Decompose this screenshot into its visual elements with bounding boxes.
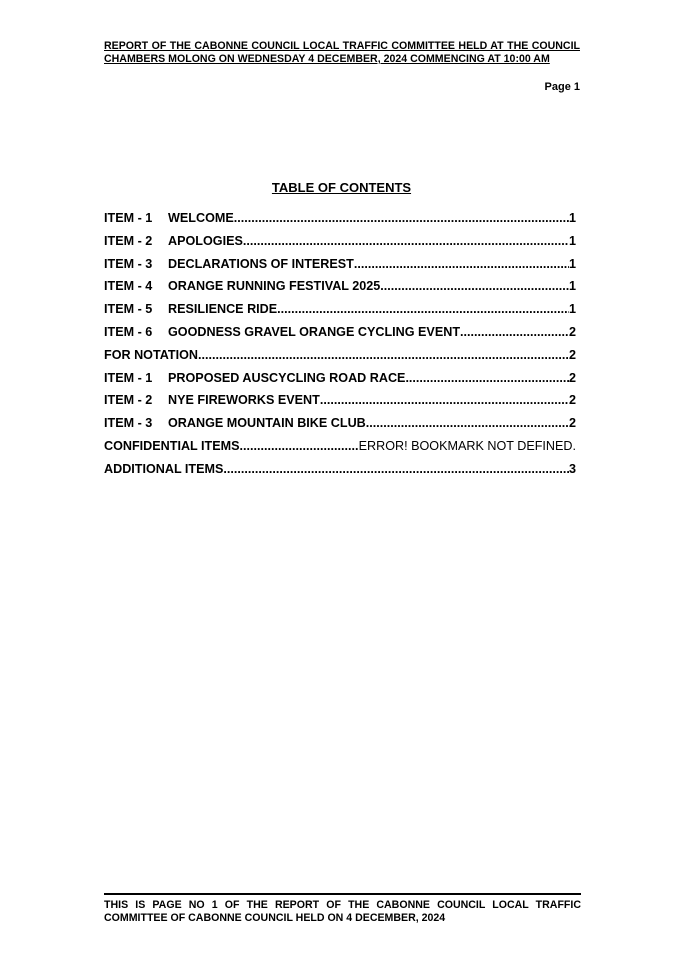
toc-entry-running-festival[interactable] [104, 279, 576, 302]
toc-page-number: 1 [568, 256, 576, 271]
toc-entry-for-notation[interactable] [104, 348, 576, 371]
toc-entry-welcome[interactable] [104, 211, 576, 234]
toc-item-title: FOR NOTATION [104, 347, 198, 362]
toc-item-title: DECLARATIONS OF INTEREST [168, 256, 354, 271]
toc-item-code: ITEM - 1 [104, 370, 153, 385]
toc-entry-nye-fireworks[interactable] [104, 393, 576, 416]
toc-title: TABLE OF CONTENTS [271, 180, 412, 195]
toc-page-error: ERROR! BOOKMARK NOT DEFINED. [358, 438, 576, 453]
toc-item-title: ORANGE RUNNING FESTIVAL 2025 [168, 279, 381, 294]
toc-item-code: ITEM - 6 [104, 324, 153, 339]
toc-entry-mountain-bike[interactable] [104, 416, 576, 439]
toc-item-title: ORANGE MOUNTAIN BIKE CLUB [168, 416, 366, 431]
toc-page-number: 2 [568, 347, 576, 362]
toc-item-title: NYE FIREWORKS EVENT [168, 393, 320, 408]
toc-page-number: 2 [568, 324, 576, 339]
toc-entry-additional[interactable] [104, 462, 576, 485]
toc-entry-gravel-event[interactable] [104, 325, 576, 348]
toc-item-code: ITEM - 5 [104, 302, 153, 317]
toc-item-code: ITEM - 1 [104, 211, 153, 225]
table-of-contents [104, 211, 576, 485]
toc-page-number: 1 [568, 211, 576, 225]
toc-leader-dots [240, 439, 359, 453]
toc-item-title: APOLOGIES [168, 233, 243, 248]
toc-leader-dots [234, 211, 569, 225]
toc-entry-apologies[interactable] [104, 234, 576, 257]
toc-entry-auscycling[interactable] [104, 371, 576, 394]
toc-leader-dots [380, 279, 569, 293]
report-header: REPORT OF THE CABONNE COUNCIL LOCAL TRAFFIC COMMITTEE HELD AT THE COUNCIL CHAMBERS MOLONG ON WEDNESDAY 4 DECEMBER, 2024 COMMENCING AT 10:00 AM [104, 40, 580, 65]
toc-item-title: RESILIENCE RIDE [168, 302, 278, 317]
toc-entry-declarations[interactable] [104, 257, 576, 280]
page-number: Page 1 [544, 81, 580, 93]
toc-entry-resilience-ride[interactable] [104, 302, 576, 325]
toc-item-code: ITEM - 2 [104, 393, 153, 408]
footer-divider [104, 893, 581, 895]
toc-item-code: ITEM - 3 [104, 256, 153, 271]
toc-leader-dots [223, 462, 569, 476]
toc-leader-dots [277, 302, 569, 316]
toc-page-number: 2 [568, 416, 576, 431]
toc-item-code: ITEM - 3 [104, 416, 153, 431]
page-footer: THIS IS PAGE NO 1 OF THE REPORT OF THE CABONNE COUNCIL LOCAL TRAFFIC COMMITTEE OF CABONNE COUNCIL HELD ON 4 DECEMBER, 2024 [104, 899, 581, 924]
toc-page-number: 1 [568, 279, 576, 294]
toc-item-title: GOODNESS GRAVEL ORANGE CYCLING EVENT [168, 324, 461, 339]
toc-page-number: 2 [568, 370, 576, 385]
toc-item-code: ITEM - 4 [104, 279, 153, 294]
toc-leader-dots [243, 234, 569, 248]
toc-item-code: ITEM - 2 [104, 233, 153, 248]
toc-leader-dots [354, 257, 569, 271]
toc-leader-dots [198, 348, 569, 362]
toc-page-number: 1 [568, 302, 576, 317]
toc-leader-dots [320, 393, 569, 407]
toc-leader-dots [405, 371, 569, 385]
toc-item-title: WELCOME [168, 211, 234, 225]
toc-item-title: ADDITIONAL ITEMS [104, 461, 224, 476]
toc-item-title: PROPOSED AUSCYCLING ROAD RACE [168, 370, 406, 385]
toc-leader-dots [460, 325, 569, 339]
toc-leader-dots [366, 416, 569, 430]
toc-page-number: 2 [568, 393, 576, 408]
toc-page-number: 1 [568, 233, 576, 248]
toc-entry-confidential[interactable] [104, 439, 576, 462]
toc-page-number: 3 [568, 461, 576, 476]
toc-item-title: CONFIDENTIAL ITEMS [104, 438, 240, 453]
